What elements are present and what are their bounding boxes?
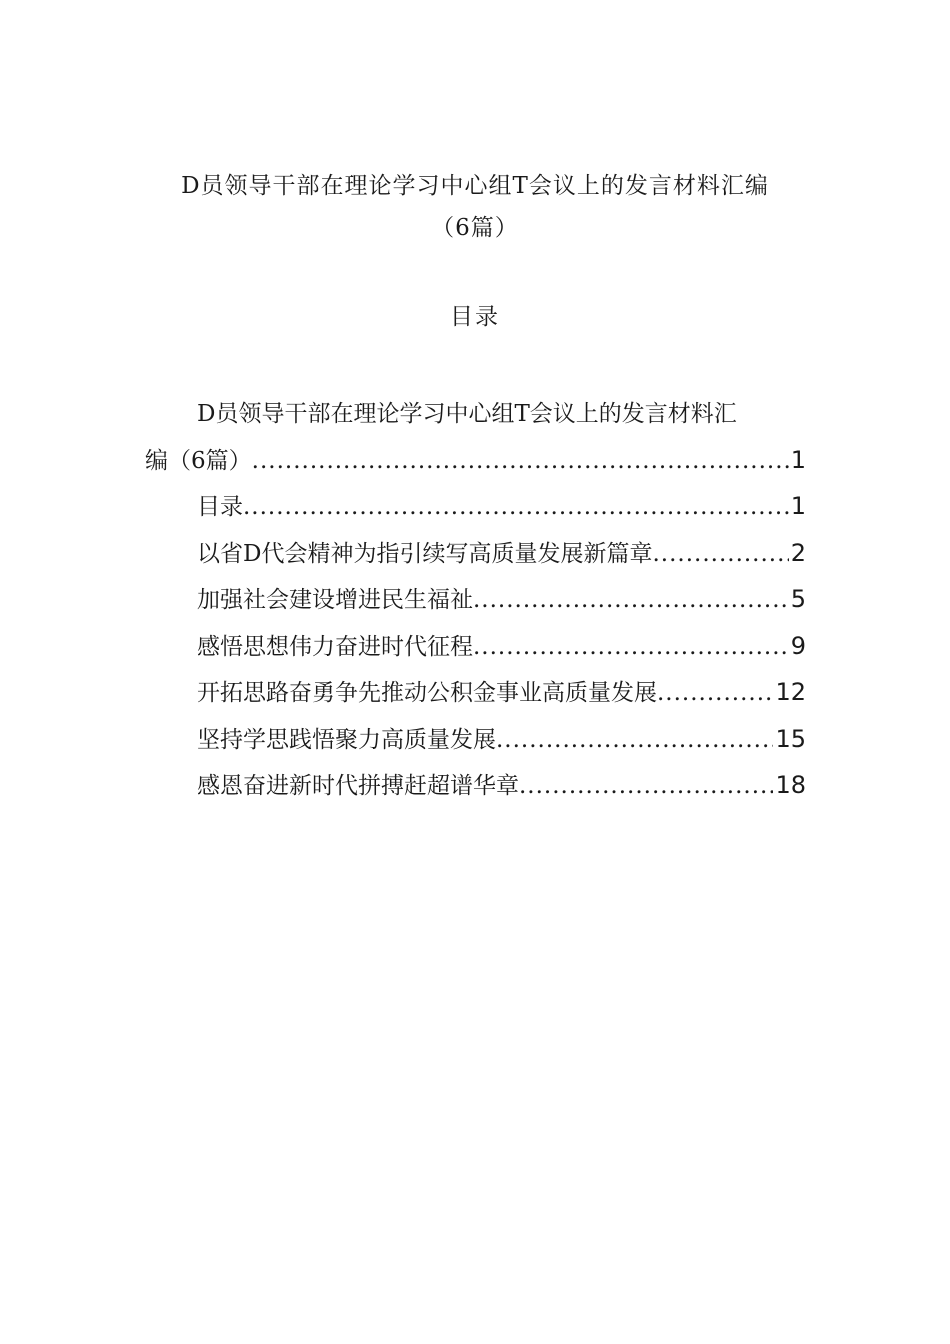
toc-entry-1-line1[interactable]: D员领导干部在理论学习中心组T会议上的发言材料汇 bbox=[197, 401, 737, 427]
toc-page-number: 5 bbox=[790, 585, 806, 613]
toc-page-number: 18 bbox=[775, 771, 806, 799]
document-title-count: （6篇） bbox=[431, 215, 519, 241]
toc-heading: 目录 bbox=[450, 304, 500, 330]
toc-dot-leader bbox=[657, 671, 773, 717]
toc-page-number: 15 bbox=[775, 724, 806, 753]
toc-page-number: 1 bbox=[790, 492, 806, 520]
toc-page-number: 9 bbox=[790, 631, 806, 660]
toc-entry[interactable] bbox=[145, 763, 806, 810]
document-title: D员领导干部在理论学习中心组T会议上的发言材料汇编 bbox=[181, 173, 769, 199]
toc-dot-leader bbox=[473, 625, 789, 671]
toc-entry[interactable] bbox=[145, 577, 806, 624]
toc-page-number: 1 bbox=[790, 445, 806, 474]
toc-entry-text: 感恩奋进新时代拼搏赶超谱华章 bbox=[197, 773, 519, 799]
toc-dot-leader bbox=[652, 532, 788, 578]
toc-dot-leader bbox=[473, 578, 789, 624]
toc-entry[interactable] bbox=[145, 484, 806, 531]
toc-entry[interactable] bbox=[145, 717, 806, 764]
toc-entry[interactable] bbox=[145, 531, 806, 578]
toc-entry-text: 开拓思路奋勇争先推动公积金事业高质量发展 bbox=[197, 680, 657, 706]
toc-page-number: 12 bbox=[775, 678, 806, 706]
toc-entry[interactable] bbox=[145, 624, 806, 671]
toc-dot-leader bbox=[243, 485, 789, 531]
toc-entry-text: 加强社会建设增进民生福祉 bbox=[197, 587, 473, 613]
toc-dot-leader bbox=[496, 718, 773, 764]
toc-entry[interactable] bbox=[145, 670, 806, 717]
toc-entry-text: 以省D代会精神为指引续写高质量发展新篇章 bbox=[197, 540, 653, 567]
table-of-contents bbox=[145, 392, 806, 810]
toc-dot-leader bbox=[519, 764, 773, 810]
toc-entry-text: 坚持学思践悟聚力高质量发展 bbox=[197, 726, 496, 753]
toc-entry-text: 编（6篇） bbox=[145, 447, 252, 474]
toc-entry-text: 目录 bbox=[197, 494, 243, 520]
toc-entry-1-line2[interactable] bbox=[145, 438, 806, 485]
toc-entry-text: 感悟思想伟力奋进时代征程 bbox=[197, 633, 473, 660]
toc-dot-leader bbox=[252, 439, 789, 485]
toc-page-number: 2 bbox=[790, 538, 806, 567]
